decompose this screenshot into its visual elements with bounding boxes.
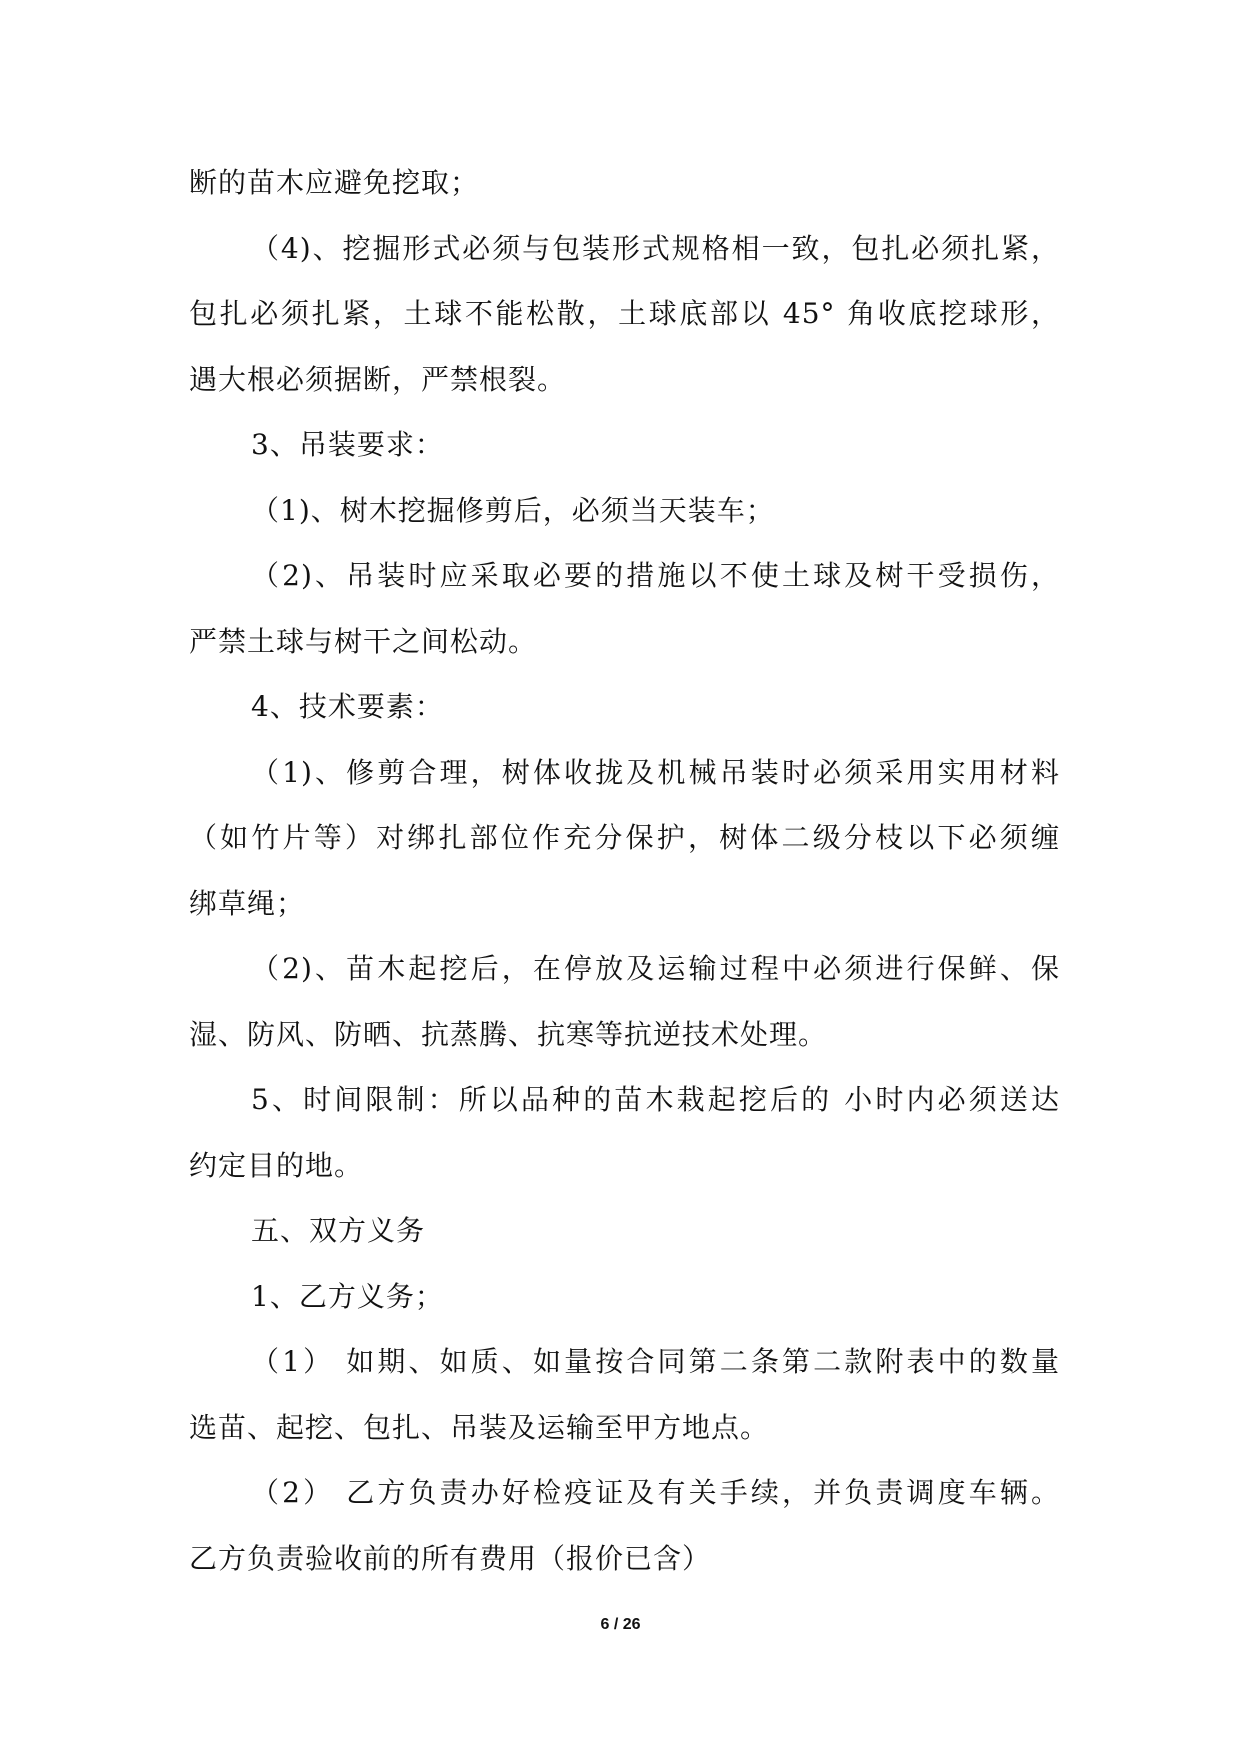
text-line: 包扎必须扎紧，土球不能松散，土球底部以 45° 角收底挖球形， [189, 297, 1060, 330]
list-item-line: （2)、吊装时应采取必要的措施以不使土球及树干受损伤， [251, 559, 1060, 592]
text-line: （如竹片等）对绑扎部位作充分保护，树体二级分枝以下必须缠 [189, 821, 1060, 854]
list-item-line: （1)、修剪合理，树体收拢及机械吊装时必须采用实用材料 [251, 755, 1060, 789]
document-body [189, 150, 1060, 1591]
list-item-line: （2） 乙方负责办好检疫证及有关手续，并负责调度车辆。 [251, 1476, 1060, 1509]
list-item-line: （1)、树木挖掘修剪后，必须当天装车； [251, 493, 775, 527]
item-heading: 4、技术要素： [251, 690, 444, 723]
text-line: 约定目的地。 [189, 1148, 364, 1182]
text-line: 湿、防风、防晒、抗蒸腾、抗寒等抗逆技术处理。 [189, 1017, 828, 1051]
item-heading: 5、时间限制：所以品种的苗木栽起挖后的 小时内必须送达 [251, 1083, 1060, 1116]
text-line: 绑草绳； [189, 886, 306, 920]
item-heading: 3、吊装要求： [251, 428, 444, 461]
list-item-line: （4)、挖掘形式必须与包装形式规格相一致，包扎必须扎紧， [251, 231, 1060, 265]
section-heading: 五、双方义务 [251, 1214, 426, 1247]
text-line: 断的苗木应避免挖取； [189, 166, 480, 199]
list-item-line: （2)、苗木起挖后，在停放及运输过程中必须进行保鲜、保 [251, 952, 1060, 985]
text-line: 严禁土球与树干之间松动。 [189, 624, 538, 658]
text-line: 遇大根必须据断，严禁根裂。 [189, 362, 567, 396]
item-heading: 1、乙方义务； [251, 1279, 444, 1313]
text-line: 乙方负责验收前的所有费用（报价已含） [189, 1541, 712, 1575]
text-line: 选苗、起挖、包扎、吊装及运输至甲方地点。 [189, 1410, 770, 1444]
page-number: 6 / 26 [600, 1616, 641, 1633]
list-item-line: （1） 如期、如质、如量按合同第二条第二款附表中的数量 [251, 1345, 1060, 1378]
